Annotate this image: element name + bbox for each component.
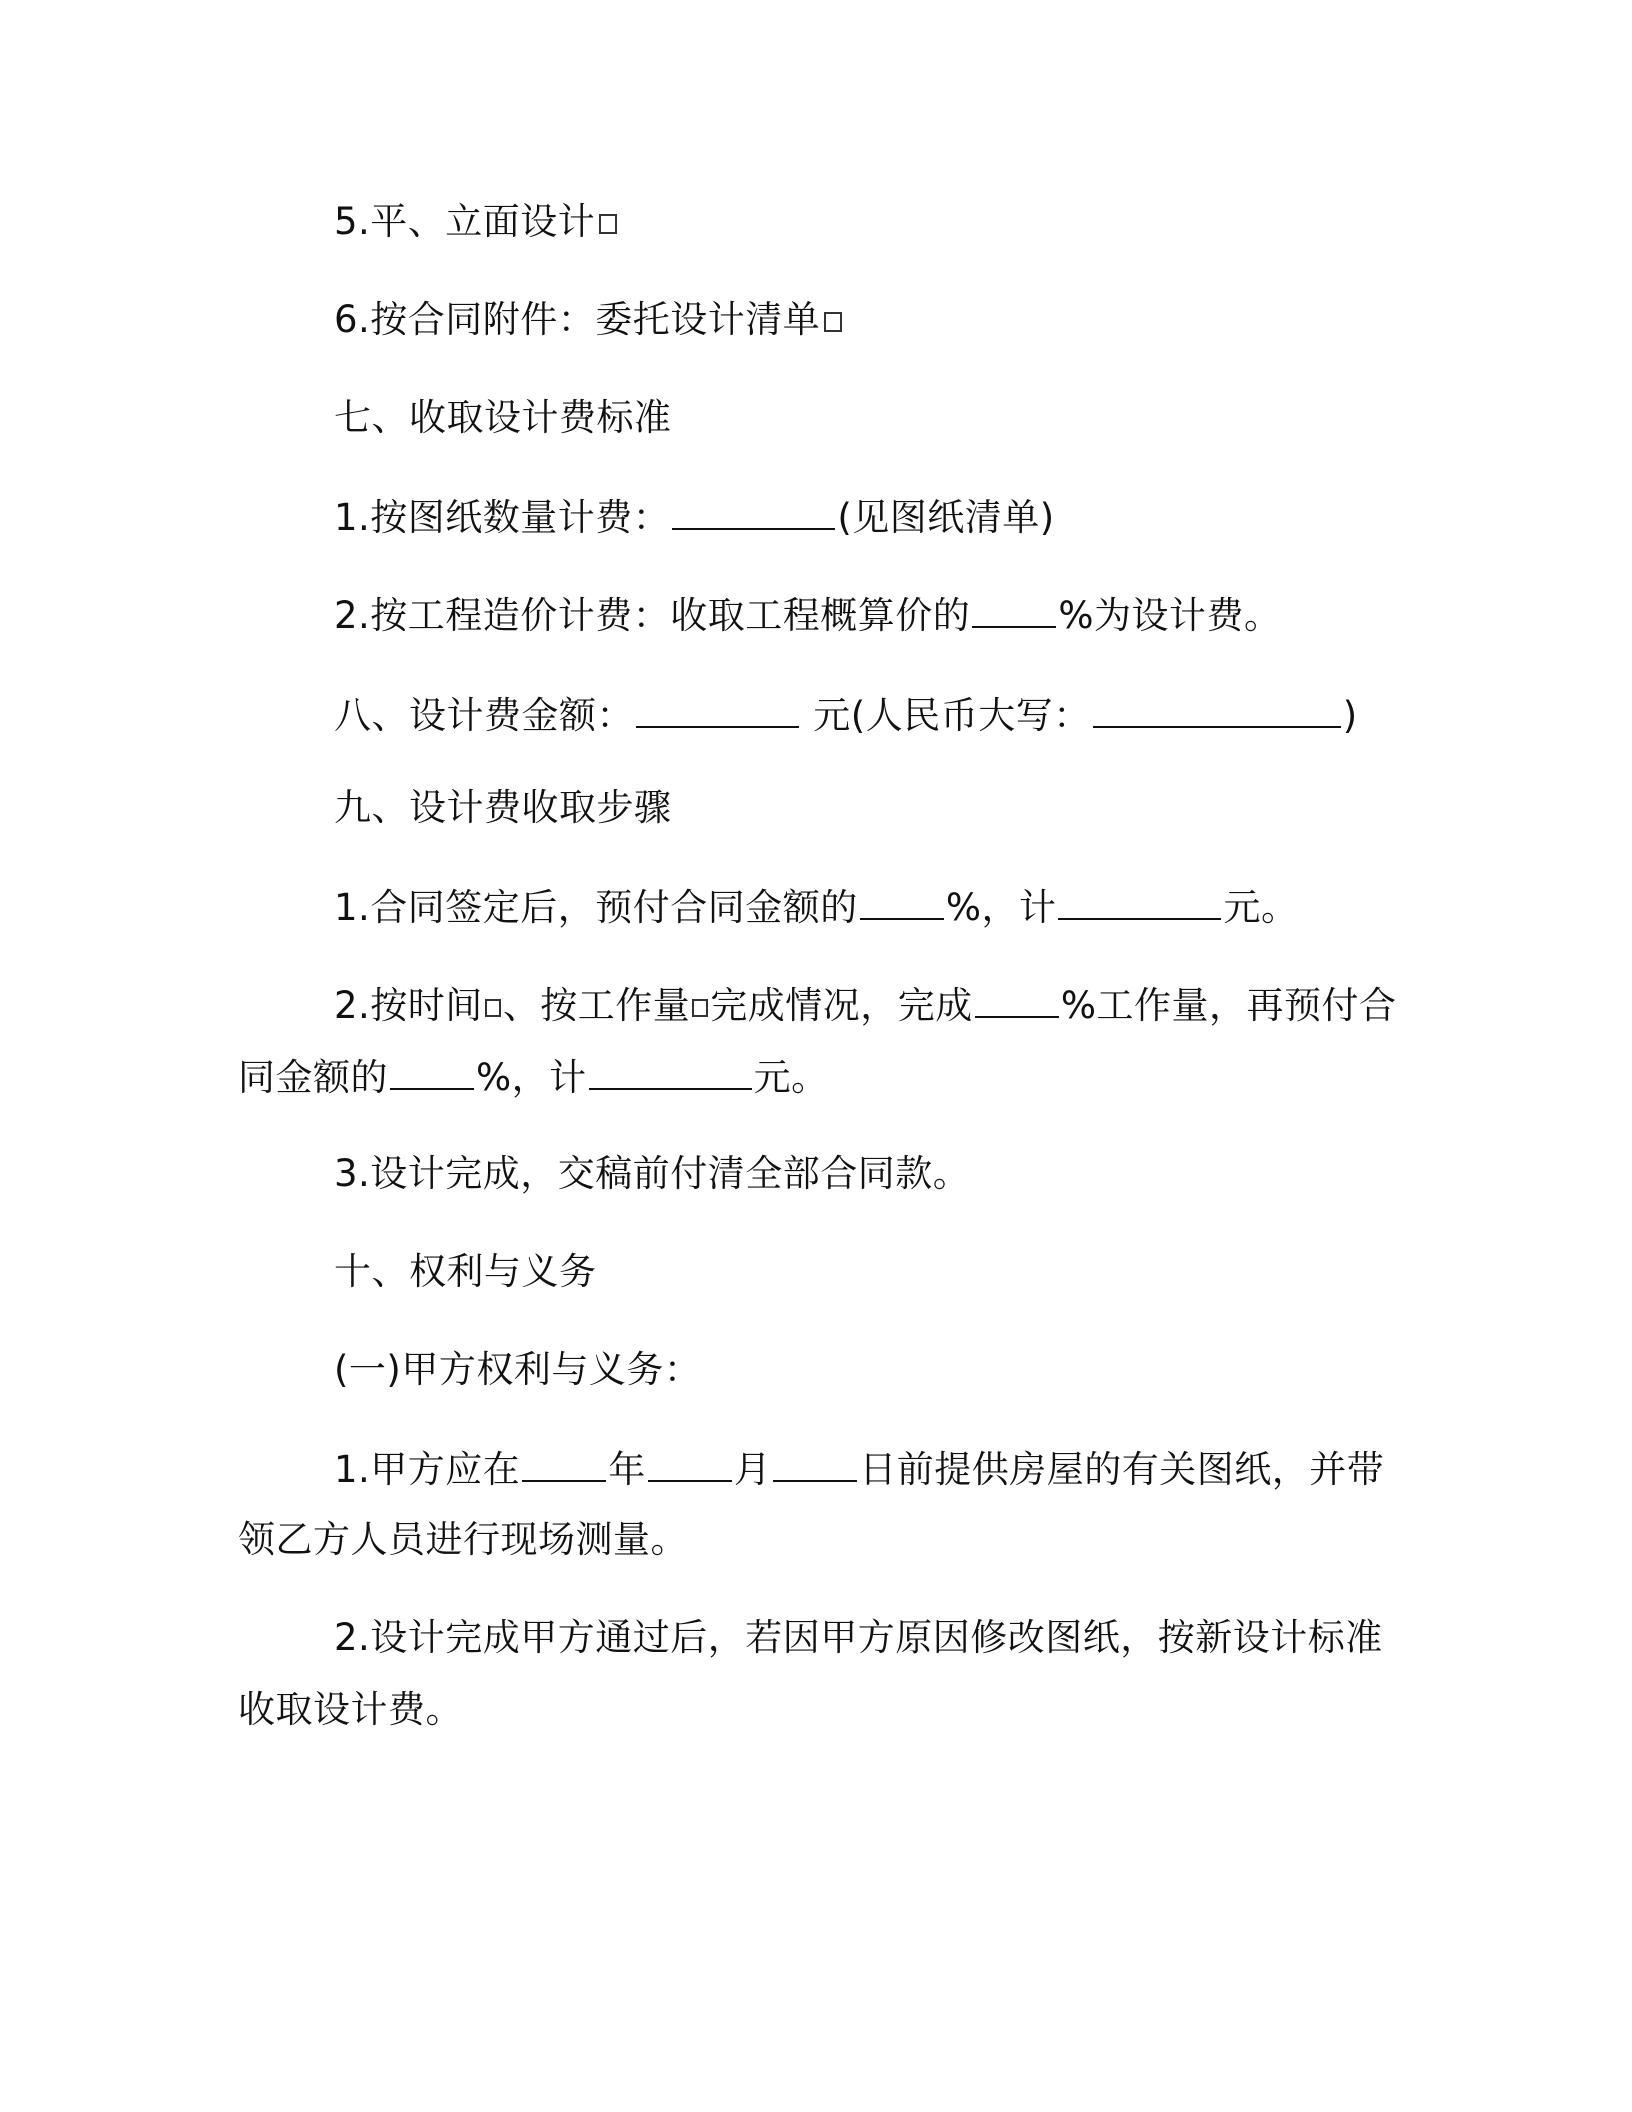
blank-field[interactable] <box>1093 688 1341 728</box>
checkbox-icon[interactable] <box>824 312 842 332</box>
blank-field[interactable] <box>972 588 1056 628</box>
subsection-heading-party-a: (一)甲方权利与义务： <box>334 1348 702 1391</box>
blank-field[interactable] <box>636 688 799 728</box>
blank-field[interactable] <box>522 1442 606 1482</box>
section-heading-fee-amount: 八、设计费金额： 元(人民币大写： ) <box>334 688 1358 742</box>
section-heading-rights-obligations: 十、权利与义务 <box>334 1250 597 1293</box>
item-party-a-drawings: 1.甲方应在 年 月 日前提供房屋的有关图纸，并带 <box>334 1442 1384 1496</box>
item-party-a-revision-cont: 收取设计费。 <box>238 1688 463 1731</box>
item-plan-elevation-design: 5.平、立面设计 <box>334 196 621 248</box>
blank-field[interactable] <box>390 1050 474 1090</box>
item-prepayment: 1.合同签定后，预付合同金额的 %，计 元。 <box>334 880 1298 934</box>
item-contract-attachment: 6.按合同附件：委托设计清单 <box>334 294 846 346</box>
blank-field[interactable] <box>648 1442 732 1482</box>
blank-field[interactable] <box>975 978 1059 1018</box>
checkbox-icon[interactable] <box>692 999 708 1017</box>
checkbox-icon[interactable] <box>485 999 501 1017</box>
blank-field[interactable] <box>860 880 944 920</box>
checkbox-icon[interactable] <box>599 214 617 234</box>
item-party-a-revision: 2.设计完成甲方通过后，若因甲方原因修改图纸，按新设计标准 <box>334 1616 1383 1659</box>
item-progress-payment: 2.按时间 、按工作量 完成情况，完成 %工作量，再预付合 <box>334 978 1396 1032</box>
blank-field[interactable] <box>672 490 835 530</box>
item-fee-by-cost: 2.按工程造价计费：收取工程概算价的 %为设计费。 <box>334 588 1281 642</box>
blank-field[interactable] <box>589 1050 752 1090</box>
blank-field[interactable] <box>1058 880 1221 920</box>
section-heading-payment-steps: 九、设计费收取步骤 <box>334 786 672 829</box>
item-progress-payment-cont: 同金额的 %，计 元。 <box>238 1050 829 1104</box>
item-party-a-drawings-cont: 领乙方人员进行现场测量。 <box>238 1518 688 1561</box>
item-fee-by-drawings: 1.按图纸数量计费： (见图纸清单) <box>334 490 1055 544</box>
blank-field[interactable] <box>773 1442 857 1482</box>
item-final-payment: 3.设计完成，交稿前付清全部合同款。 <box>334 1152 971 1195</box>
section-heading-fee-standard: 七、收取设计费标准 <box>334 396 672 439</box>
